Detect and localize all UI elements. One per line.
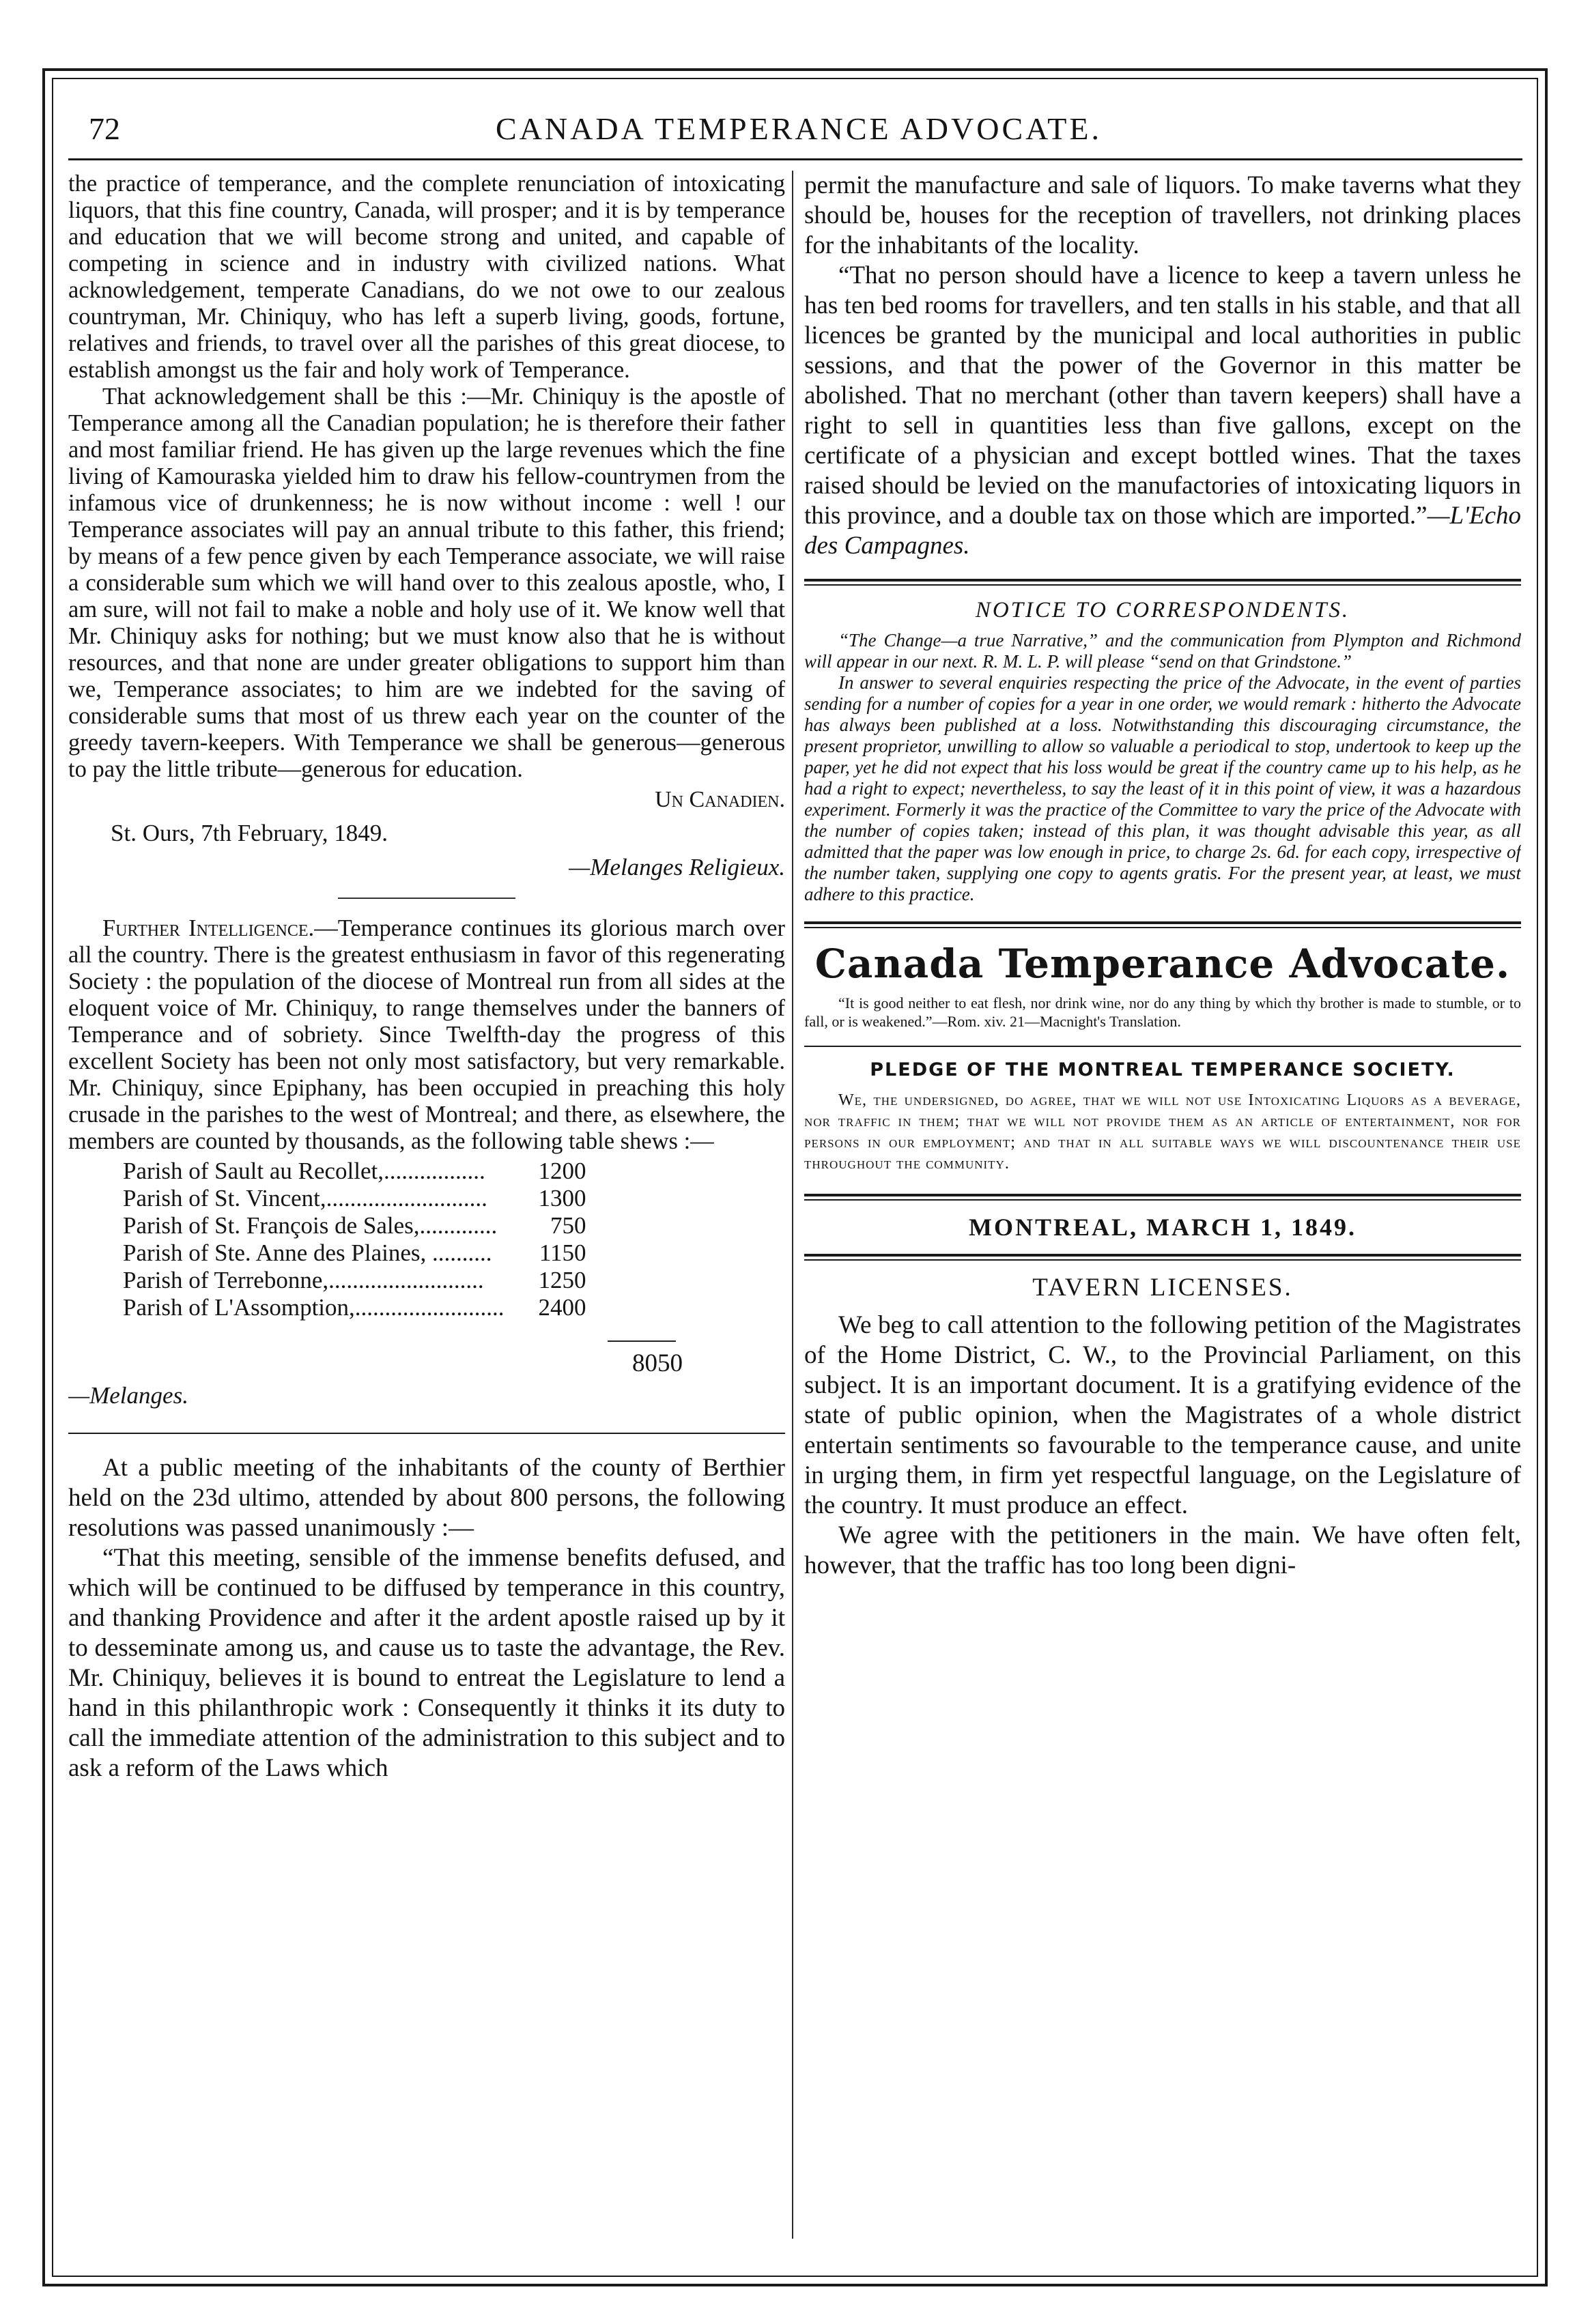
parish-name: Parish of St. Vincent,...........................: [123, 1185, 487, 1211]
table-row: [123, 1239, 586, 1267]
section-rule: [68, 1433, 785, 1434]
section-lead: Further Intelligence.: [102, 915, 315, 941]
masthead-epigraph: “It is good neither to eat flesh, nor drink wine, nor do any thing by which thy brother is made to stumble, or to fall, or is weakened.”—Rom. xiv. 21—Macnight's Translation.: [804, 994, 1521, 1030]
right-paragraph-2-text: “That no person should have a licence to keep a tavern unless he has ten bed rooms for travellers, and ten stalls in his stable, and that all licences be granted by the municipal and local authorities in public sessions, and that the power of the Governor in this matter be abolished. That no merchant (other than tavern keepers) shall have a right to sell in quantities less than five gallons, except on the certificate of a physician and except bottled wines. That the taxes raised should be levied on the manufactories of intoxicating liquors in this province, and a double tax on those which are imported.”: [804, 261, 1521, 530]
pledge-text: We, the undersigned, do agree, that we will not use Intoxicating Liquors as a beverage, nor traffic in them; that we will not provide them as an article of entertainment, nor for persons in our employment; and that in all suitable ways we will discountenance their use throughout the community.: [804, 1091, 1521, 1173]
source-credit-2: —Melanges.: [68, 1382, 188, 1409]
notice-rule: [804, 579, 1521, 586]
section-heading: TAVERN LICENSES.: [1032, 1274, 1293, 1302]
issue-dateline: MONTREAL, MARCH 1, 1849.: [969, 1214, 1357, 1241]
page-number: 72: [89, 111, 120, 146]
notice-heading: NOTICE TO CORRESPONDENTS.: [975, 598, 1350, 622]
masthead-rule-top: [804, 921, 1521, 928]
parish-count: 1200: [538, 1158, 586, 1184]
source-credit: —Melanges Religieux.: [569, 854, 785, 880]
right-paragraph-2: [804, 261, 1521, 561]
article-divider: [338, 898, 515, 899]
right-paragraph-1: permit the manufacture and sale of liquors. To make taverns what they should be, houses for the reception of travellers, not drinking places for the inhabitants of the locality.: [804, 171, 1521, 259]
left-column: [68, 171, 785, 2239]
table-row: [123, 1267, 586, 1294]
signature: Un Canadien.: [655, 787, 785, 812]
parish-count: 2400: [538, 1294, 586, 1321]
column-divider: [792, 171, 793, 2239]
masthead: Canada Temperance Advocate.: [814, 941, 1511, 987]
total-rule: [608, 1340, 676, 1342]
left-paragraph-1: the practice of temperance, and the complete renunciation of intoxicating liquors, that this fine country, Canada, will prosper; and it is by temperance and education that we will become strong and united, and capable of competing in science and in industry with civilized nations. What acknowledgement, temperate Canadians, do we not owe to our zealous countryman, Mr. Chiniquy, who has left a superb living, goods, fortune, relatives and friends, to travel over all the parishes of this great diocese, to establish amongst us the fair and holy work of Temperance.: [68, 171, 785, 383]
parish-name: Parish of L'Assomption,.........................: [123, 1294, 505, 1321]
parish-count: 750: [550, 1212, 586, 1239]
dateline-rule-top: [804, 1194, 1521, 1201]
letter-dateline: St. Ours, 7th February, 1849.: [111, 820, 388, 846]
parish-name: Parish of St. François de Sales,.............: [123, 1212, 498, 1239]
parish-name: Parish of Sault au Recollet,.................: [123, 1158, 485, 1184]
right-paragraph-2-credit: —L'Echo des Campagnes.: [804, 502, 1521, 560]
parish-total: 8050: [632, 1349, 683, 1377]
table-row: [123, 1185, 586, 1212]
parish-count: 1250: [538, 1267, 586, 1293]
parish-count: 1300: [538, 1185, 586, 1211]
dateline-rule-bottom: [804, 1254, 1521, 1261]
parish-count: 1150: [539, 1239, 586, 1266]
page-header: [82, 102, 1516, 157]
left-paragraph-2: That acknowledgement shall be this :—Mr. Chiniquy is the apostle of Temperance among all the Canadian population; he is therefore their father and most familiar friend. He has given up the large revenues which the fine living of Kamouraska yielded him to draw his fellow-countrymen from the infamous vice of drunkenness; he is now without income : well ! our Temperance associates will pay an annual tribute to this father, this friend; by means of a few pence given by each Temperance associate, we will raise a considerable sum which we will hand over to this zealous apostle, who, I am sure, will not fail to make a noble and holy use of it. We know well that Mr. Chiniquy asks for nothing; but we must know also that he is without resources, and that none are under greater obligations to support him than we, Temperance associates; to him are we indebted for the saving of considerable sums that most of us threw each year on the counter of the greedy tavern-keepers. With Temperance we shall be generous—generous to pay the little tribute—generous for education.: [68, 384, 785, 782]
left-paragraph-3-text: —Temperance continues its glorious march over all the country. There is the greatest enthusiasm in favor of this regenerating Society : the population of the diocese of Montreal run from all sides at the eloquent voice of Mr. Chiniquy, to range themselves under the banners of Temperance and of sobriety. Since Twelfth-day the progress of this excellent Society has been not only most satisfactory, but very remarkable. Mr. Chiniquy, since Epiphany, has been occupied in preaching this holy crusade in the parishes to the west of Montreal; and there, as elsewhere, the members are counted by thousands, as the following table shews :—: [68, 915, 785, 1154]
pledge-rule-top: [804, 1046, 1521, 1047]
pledge-title: PLEDGE OF THE MONTREAL TEMPERANCE SOCIETY.: [870, 1059, 1456, 1080]
parish-name: Parish of Terrebonne,..........................: [123, 1267, 484, 1293]
notice-paragraph-1: “The Change—a true Narrative,” and the communication from Plympton and Richmond will appear in our next. R. M. L. P. will please “send on that Grindstone.”: [804, 630, 1521, 672]
left-paragraph-5: “That this meeting, sensible of the immense benefits defused, and which will be continued to be diffused by temperance in this country, and thanking Providence and after it the ardent apostle raised up by it to desseminate among us, and cause us to taste the advantage, the Rev. Mr. Chiniquy, believes it is bound to entreat the Legislature to lend a hand in this philanthropic work : Consequently it thinks it its duty to call the immediate attention of the administration to this subject and to ask a reform of the Laws which: [68, 1544, 785, 1782]
left-paragraph-4: At a public meeting of the inhabitants of the county of Berthier held on the 23d ultimo, attended by about 800 persons, the following resolutions was passed unanimously :—: [68, 1454, 785, 1542]
right-paragraph-3: We beg to call attention to the following petition of the Magistrates of the Home District, C. W., to the Provincial Parliament, on this subject. It is an important document. It is a gratifying evidence of the state of public opinion, when the Magistrates of a whole district entertain sentiments so favourable to the temperance cause, and unite in urging them, in firm yet respectful language, on the Legislature of the country. It must produce an effect.: [804, 1311, 1521, 1519]
table-row: [123, 1294, 586, 1321]
running-title: CANADA TEMPERANCE ADVOCATE.: [496, 111, 1102, 146]
notice-paragraph-2: In answer to several enquiries respecting the price of the Advocate, in the event of parties sending for a number of copies for a year in one order, we would remark : hitherto the Advocate has always been published at a loss. Notwithstanding this discouraging circumstance, the present proprietor, unwilling to allow so valuable a periodical to stop, undertook to keep up the paper, yet he did not expect that his loss would be great if the country came up to his help, as he had a right to expect; nevertheless, to say the least of it in this point of view, it was a hazardous experiment. Formerly it was the practice of the Committee to vary the price of the Advocate with the number of copies taken; instead of this plan, it was thought advisable this year, as all admitted that the paper was low enough in price, to charge 2s. 6d. for each copy, irrespective of the number taken, supplying one copy to agents gratis. For the present year, at least, we must adhere to this practice.: [804, 672, 1521, 904]
table-row: [123, 1158, 586, 1185]
right-paragraph-4: We agree with the petitioners in the main. We have often felt, however, that the traffic has too long been digni-: [804, 1521, 1521, 1579]
parish-name: Parish of Ste. Anne des Plaines, ..........: [123, 1239, 492, 1266]
parish-table: [123, 1158, 586, 1321]
right-column: [804, 171, 1521, 2239]
left-paragraph-3: [68, 915, 785, 1155]
table-row: [123, 1212, 586, 1239]
header-rule: [68, 158, 1522, 160]
